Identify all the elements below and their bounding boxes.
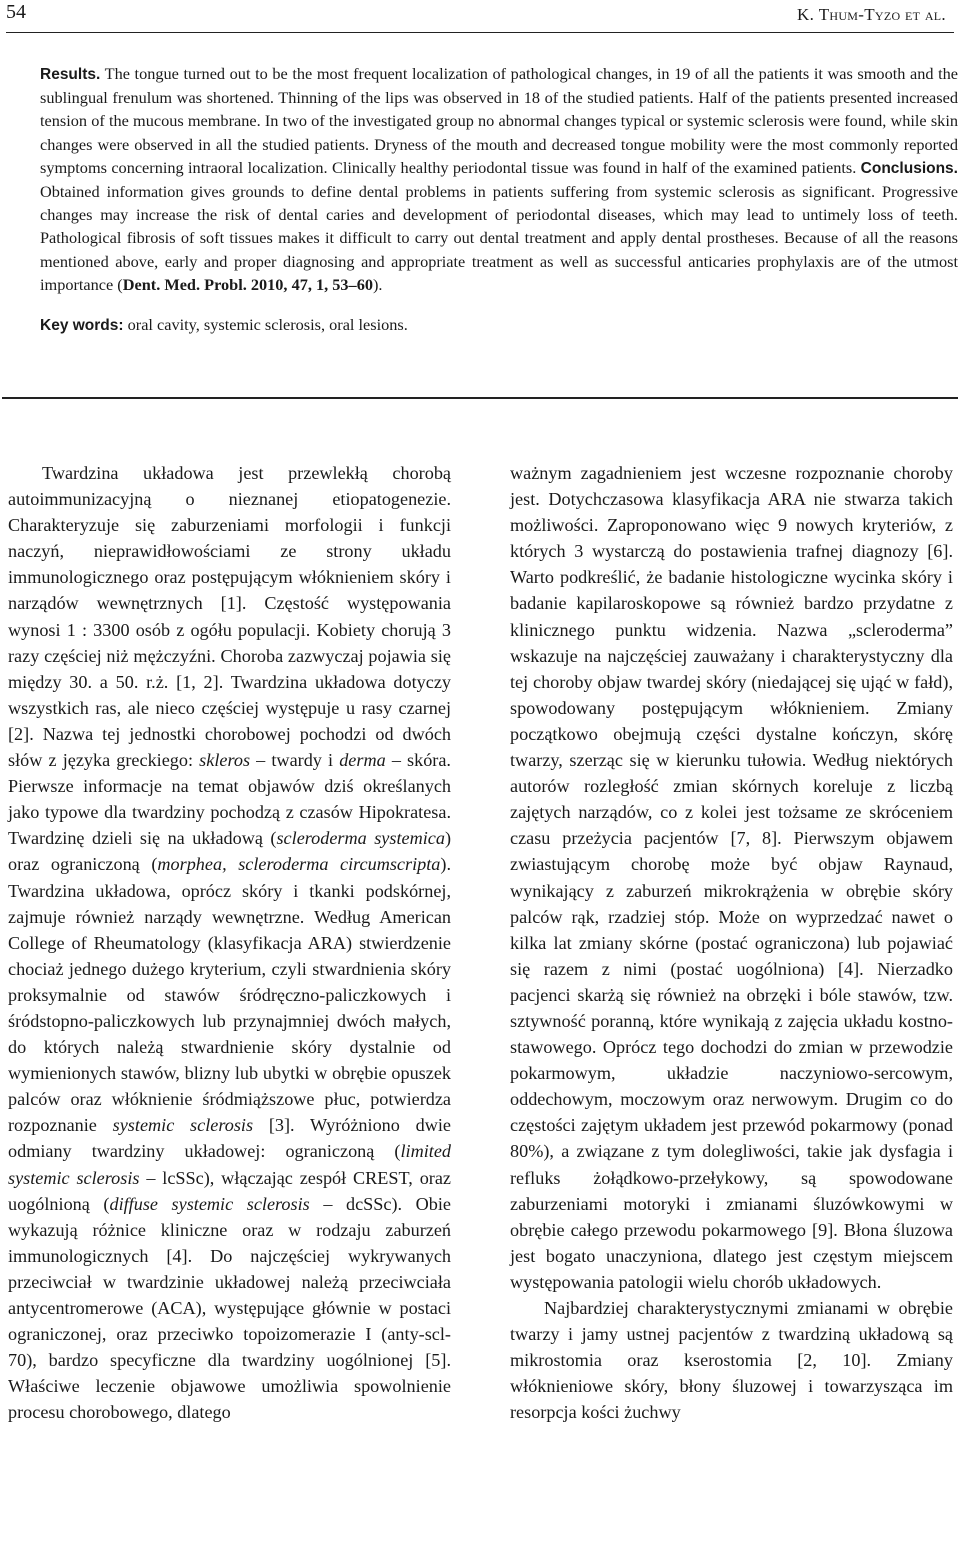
running-head — [797, 4, 946, 26]
page-number: 54 — [6, 1, 26, 23]
conclusions-text: Obtained information gives grounds to define dental problems in patients suffering from systemic sclerosis as significant. Progressive changes may increase the risk of dental caries and development of periodontal diseases, which may lead to untimely loss of teeth. Pathological fibrosis of soft tissues makes it difficult to carry out dental treatment and apply dental prostheses. Because of all the reasons mentioned above, early and proper diagnosing and appropriate treatment as well as successful anticaries prophylaxis are of the utmost importance ( — [40, 182, 958, 294]
left-italic-3: scleroderma systemica — [276, 828, 445, 849]
left-paragraph-1 — [8, 460, 451, 1425]
citation-close: ). — [372, 274, 383, 294]
left-italic-1: skleros — [199, 750, 251, 771]
right-paragraph-2: Najbardziej charakterystycznymi zmianami w obrębie twarzy i jamy ustnej pacjentów z twardziną układową są mikrostomia oraz kserostomia [2, 10]. Zmiany włóknieniowe skóry, błony śluzowej i towarzysząca im resorpcja kości żuchwy — [510, 1298, 953, 1423]
header-rule — [6, 32, 954, 33]
left-text-4: ) oraz ograniczoną ( — [8, 828, 451, 875]
left-italic-2: derma — [339, 750, 386, 771]
keywords-label: Key words: — [40, 317, 124, 335]
left-text-6: [3]. Wyróżniono dwie odmiany twardziny układowej: ograniczoną ( — [8, 1115, 451, 1162]
right-paragraph-1: ważnym zagadnieniem jest wczesne rozpoznanie choroby jest. Dotychczasowa klasyfikacja ARA nie stwarza takich możliwości. Zaproponowano więc 9 nowych kryteriów, z których 3 wystarczą do postawienia trafnej diagnozy [6]. Warto podkreślić, że badanie histologiczne wycinka skóry i badanie kapilaroskopowe są również bardzo przydatne z klinicznego punktu widzenia. Nazwa „scleroderma” wskazuje na najczęściej zauważany i charakterystyczny dla tej choroby objaw twardej skóry (niedającej się ująć w fałd), spowodowany postępującym włóknieniem. Zmiany początkowo obejmują części dystalne kończyn, skórę twarzy, szerząc się w kierunku tułowia. Według niektórych autorów rozległość zmian skórnych koreluje z liczbą zajętych narządów, co z kolei jest tożsame ze skróceniem czasu przeżycia pacjentów [7, 8]. Pierwszym objawem zwiastującym chorobę może być objaw Raynaud, wynikający z zaburzeń mikrokrążenia w obrębie skóry palców rąk, rzadziej stóp. Może on wyprzedzać nawet o kilka lat zmiany skórne (postać ograniczona) lub pojawiać się razem z nimi (postać uogólniona) [4]. Nierzadko pacjenci skarżą się również na obrzęki i bóle stawów, tzw. sztywność poranną, które wynikają z zajęcia układu kostno-stawowego. Oprócz tego dochodzi do zmian w przewodzie pokarmowym, układzie naczyniowo-sercowym, oddechowym, moczowym oraz nerwowym. Drugim co do częstości zajętym układem jest przewód pokarmowy (ponad 80%), a związane z tym dolegliwości, takie jak dysfagia i refluks żołądkowo-przełykowy, są spowodowane zaburzeniami motoryki i zmianami śluzówkowymi w obrębie całego przewodu pokarmowego [9]. Błona śluzowa jest bogato unaczyniona, dlatego jest częstym miejscem występowania patologii wielu chorób układowych. — [510, 463, 953, 1292]
left-text-3: – skóra. Pierwsze informacje na temat objawów dziś określanych jako typowe dla twardziny pochodzą z czasów Hipokratesa. Twardzinę dzieli się na układową ( — [8, 750, 451, 849]
abstract — [40, 62, 958, 337]
keywords — [40, 313, 958, 337]
left-text-8: – dcSSc). Obie wykazują różnice kliniczne oraz w rodzaju zaburzeń immunologicznych [4]. Do najczęściej wykrywanych przeciwciał w twardzinie układowej należą przeciwciała antycentromerowe (ACA), występujące głównie w postaci ograniczonej, oraz przeciwko topoizomerazie I (anty-scl-70), bardzo specyficzne dla twardziny uogólnionej [5]. Właściwe leczenie objawowe umożliwia spowolnienie procesu chorobowego, dlatego — [8, 1193, 451, 1423]
running-head-authors: Thum-Tyzo et al. — [818, 5, 946, 24]
results-text: The tongue turned out to be the most frequent localization of pathological changes, in 19 of all the patients it was smooth and the sublingual frenulum was shortened. Thinning of the lips was observed in 18 of the studied patients. Half of the patients presented increased tension of the mucous membrane. In two of the investigated group no abnormal changes typical or systemic sclerosis were found, while skin changes were observed in all the studied patients. Dryness of the mouth and decreased tongue mobility were the most commonly reported symptoms concerning intraoral localization. Clinically healthy periodontal tissue was found in half of the examined patients. — [40, 64, 958, 177]
citation: Dent. Med. Probl. 2010, 47, 1, 53–60 — [122, 274, 373, 294]
right-column — [510, 460, 953, 1425]
keywords-text: oral cavity, systemic sclerosis, oral lesions. — [123, 315, 408, 335]
left-text-1: Twardzina układowa jest przewlekłą chorobą autoimmunizacyjną o nieznanej etiopatogenezie. Charakteryzuje się zaburzeniami morfologii i funkcji naczyń, nieprawidłowościami ze strony układu immunologicznego oraz postępującym włóknieniem skóry i narządów wewnętrznych [1]. Częstość występowania wynosi 1 : 3300 osób z ogółu populacji. Kobiety chorują 3 razy częściej niż mężczyźni. Choroba zazwyczaj pojawia się między 30. a 50. r.ż. [1, 2]. Twardzina układowa dotyczy wszystkich ras, ale nieco częściej występuje u rasy czarnej [2]. Nazwa tej jednostki chorobowej pochodzi od dwóch słów z języka greckiego: — [8, 463, 451, 771]
running-head-prefix: K. — [797, 5, 819, 24]
left-italic-7: diffuse systemic sclerosis — [109, 1193, 310, 1214]
left-text-5: ). Twardzina układowa, oprócz skóry i tkanki podskórnej, zajmuje również narządy wewnętrzne. Według American College of Rheumatology (klasyfikacja ARA) stwierdzenie chociaż jednego dużego kryterium, czyli stwardnienia skóry proksymalnie od stawów śródręczno-paliczkowych i śródstopno-paliczkowych lub przynajmniej dwóch małych, do których należą stwardnienie skóry dystalnie od wymienionych stawów, blizny lub ubytki w obrębie opuszek palców oraz włóknienie śródmiąższowe płuc, potwierdza rozpoznanie — [8, 854, 451, 1136]
left-italic-4: morphea, scleroderma circumscripta — [157, 854, 441, 875]
page-header — [0, 0, 960, 36]
results-label: Results. — [40, 66, 101, 83]
left-italic-6: limited systemic sclerosis — [8, 1141, 451, 1188]
left-text-7: – lcSSc), włączając zespół CREST, oraz uogólnioną ( — [8, 1167, 451, 1214]
left-column — [8, 460, 451, 1425]
abstract-body — [40, 62, 958, 296]
section-rule — [2, 397, 958, 399]
conclusions-label: Conclusions. — [860, 159, 958, 177]
left-italic-5: systemic sclerosis — [112, 1115, 254, 1136]
left-text-2: – twardy i — [250, 750, 340, 771]
